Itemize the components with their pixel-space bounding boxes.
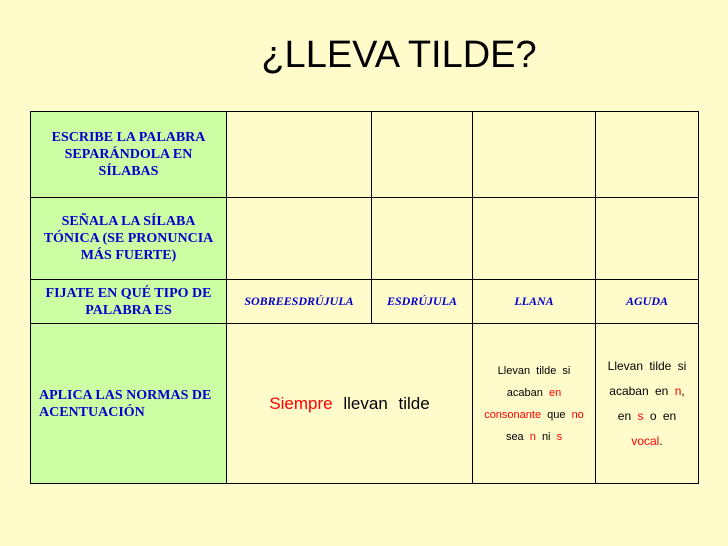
label-senala: SEÑALA LA SÍLABA TÓNICA (SE PRONUNCIA MÁS FUERTE): [31, 198, 227, 280]
label-aplica: APLICA LAS NORMAS DE ACENTUACIÓN: [31, 324, 227, 484]
rule-aguda-vocal: vocal: [631, 433, 660, 448]
row-escribe: [31, 112, 699, 198]
row-aplica: [31, 324, 699, 484]
label-escribe: ESCRIBE LA PALABRA SEPARÁNDOLA EN SÍLABAS: [31, 112, 227, 198]
rule-llevan-tilde: llevan tilde: [343, 393, 430, 413]
rule-aguda-o: o: [649, 408, 657, 423]
category-aguda: AGUDA: [596, 280, 699, 324]
rule-aguda-period: .: [659, 433, 663, 448]
cell-senala-1[interactable]: [227, 198, 372, 280]
cell-escribe-4[interactable]: [596, 112, 699, 198]
rule-llana-ni: ni: [541, 430, 551, 443]
rule-sobreesdrujula-esdrujula: [227, 324, 473, 484]
label-fijate: FIJATE EN QUÉ TIPO DE PALABRA ES: [31, 280, 227, 324]
cell-escribe-1[interactable]: [227, 112, 372, 198]
row-fijate: [31, 280, 699, 324]
rule-aguda-n: n: [674, 383, 682, 398]
cell-senala-4[interactable]: [596, 198, 699, 280]
category-sobreesdrujula: SOBREESDRÚJULA: [227, 280, 372, 324]
rule-aguda-text: Llevan tilde si acaban en: [607, 358, 687, 398]
cell-senala-3[interactable]: [473, 198, 596, 280]
rule-llana-sea: sea: [505, 430, 524, 443]
rule-llana-n: n: [529, 430, 536, 443]
row-senala: [31, 198, 699, 280]
rule-llana-s: s: [556, 430, 563, 443]
cell-escribe-3[interactable]: [473, 112, 596, 198]
rule-siempre: Siempre: [269, 393, 333, 413]
page-title: ¿LLEVA TILDE?: [261, 34, 537, 76]
rule-aguda-en1: en: [617, 408, 632, 423]
rule-llana-que: que: [547, 408, 566, 421]
category-llana: LLANA: [473, 280, 596, 324]
cell-senala-2[interactable]: [372, 198, 473, 280]
cell-escribe-2[interactable]: [372, 112, 473, 198]
category-esdrujula: ESDRÚJULA: [372, 280, 473, 324]
rule-llana-consonante: consonante: [484, 408, 542, 421]
rule-llana-text: Llevan tilde si acaban: [497, 364, 571, 399]
rule-aguda-s: s: [637, 408, 644, 423]
accent-table: [30, 111, 699, 484]
rule-aguda-en2: en: [662, 408, 677, 423]
rule-aguda: [596, 324, 699, 484]
rule-aguda-comma: ,: [681, 383, 685, 398]
rule-llana-no: no: [571, 408, 584, 421]
rule-llana-en: en: [548, 386, 562, 399]
rule-llana: [473, 324, 596, 484]
